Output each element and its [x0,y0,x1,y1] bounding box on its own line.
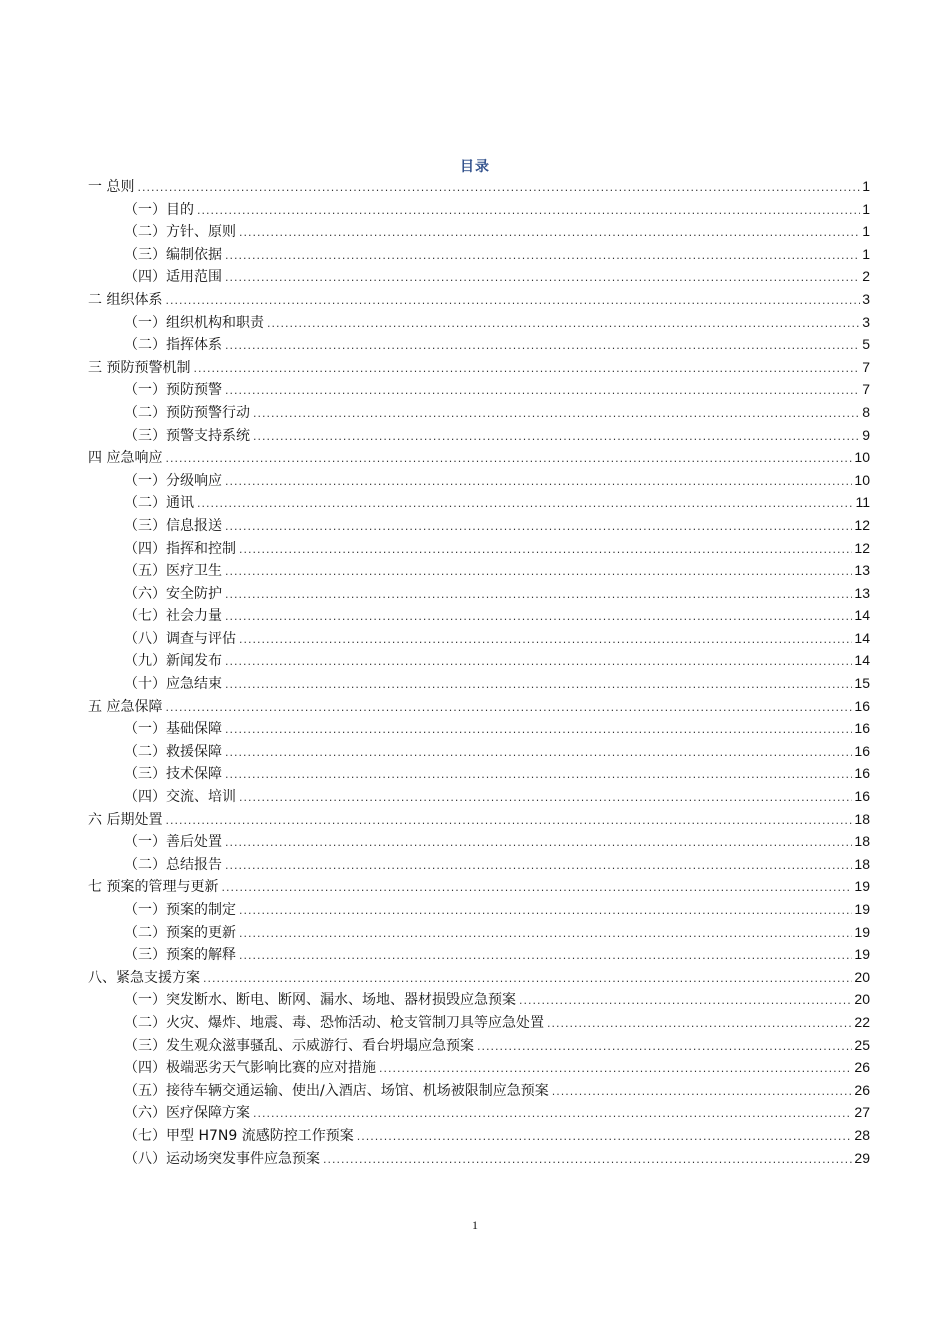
table-of-contents [88,175,870,1169]
toc-title: 目录 [460,159,490,175]
toc-entry-page: 16 [854,765,870,782]
toc-dot-leader [197,200,860,221]
toc-entry-page: 2 [862,268,870,285]
toc-dot-leader [519,990,852,1011]
toc-entry-page: 27 [854,1104,870,1121]
toc-entry-page: 12 [854,516,870,533]
toc-entry-page: 14 [854,652,870,669]
toc-entry-page: 18 [854,810,870,827]
toc-entry-label: 四 应急响应 [88,450,163,467]
toc-entry[interactable] [88,469,870,492]
toc-entry-label: （一）突发断水、断电、断网、漏水、场地、器材损毁应急预案 [124,992,516,1009]
toc-entry[interactable] [88,265,870,288]
toc-entry-label: （八）调查与评估 [124,630,236,647]
toc-entry[interactable] [88,356,870,379]
toc-entry-label: （四）交流、培训 [124,789,236,806]
toc-dot-leader [225,832,852,853]
toc-entry[interactable] [88,559,870,582]
toc-entry-label: （一）预防预警 [124,382,222,399]
toc-dot-leader [323,1149,852,1170]
toc-entry-label: （三）信息报送 [124,517,222,534]
toc-entry[interactable] [88,762,870,785]
toc-dot-leader [477,1036,852,1057]
toc-dot-leader [225,651,852,672]
toc-dot-leader [253,403,860,424]
toc-entry-page: 11 [855,494,870,511]
toc-entry-label: （六）医疗保障方案 [124,1105,250,1122]
toc-entry[interactable] [88,875,870,898]
toc-entry-label: （二）通讯 [124,495,194,512]
toc-entry[interactable] [88,243,870,266]
toc-entry[interactable] [88,288,870,311]
toc-entry[interactable] [88,401,870,424]
toc-entry-page: 1 [862,245,870,262]
toc-entry[interactable] [88,378,870,401]
toc-entry-label: （八）运动场突发事件应急预案 [124,1150,320,1167]
toc-dot-leader [225,335,860,356]
toc-entry[interactable] [88,830,870,853]
toc-dot-leader [239,539,852,560]
toc-dot-leader [239,787,852,808]
toc-entry-page: 19 [854,901,870,917]
toc-dot-leader [225,764,852,785]
toc-entry-page: 29 [854,1149,870,1166]
toc-entry-page: 8 [862,403,870,420]
toc-entry-label: （七）社会力量 [124,608,222,625]
toc-dot-leader [225,606,852,627]
toc-entry-label: （二）预防预警行动 [124,404,250,421]
toc-dot-leader [225,471,852,492]
toc-entry-page: 5 [862,336,870,353]
toc-entry-label: （六）安全防护 [124,585,222,602]
toc-dot-leader [239,900,852,921]
toc-entry[interactable] [88,1124,870,1147]
toc-entry-label: （三）技术保障 [124,766,222,783]
toc-entry-label: （二）预案的更新 [124,924,236,941]
toc-dot-leader [225,245,860,266]
toc-entry-label: （一）组织机构和职责 [124,314,264,331]
toc-dot-leader [197,493,853,514]
toc-entry[interactable] [88,175,870,198]
toc-entry-page: 13 [854,562,870,579]
toc-entry-page: 22 [854,1013,870,1030]
toc-dot-leader [165,290,860,311]
toc-entry-label: （五）医疗卫生 [124,563,222,580]
toc-entry-label: 二 组织体系 [88,291,163,308]
toc-entry-label: （二）救援保障 [124,743,222,760]
toc-entry[interactable] [88,649,870,672]
toc-entry-label: 八、紧急支援方案 [88,969,200,986]
toc-entry-label: （一）善后处置 [124,834,222,851]
toc-dot-leader [221,877,852,898]
toc-entry[interactable] [88,537,870,560]
toc-entry[interactable] [88,740,870,763]
toc-entry-label: （五）接待车辆交通运输、使出/入酒店、场馆、机场被限制应急预案 [124,1082,549,1099]
toc-entry-label: （一）基础保障 [124,721,222,738]
toc-dot-leader [225,516,852,537]
toc-dot-leader [552,1081,853,1102]
toc-entry-page: 3 [862,313,870,330]
toc-entry-page: 1 [862,223,870,240]
toc-entry-label: （三）编制依据 [124,246,222,263]
toc-entry-page: 19 [854,923,870,940]
toc-entry-page: 10 [854,471,870,488]
toc-entry-label: （一）预案的制定 [124,902,236,918]
toc-entry-page: 14 [854,607,870,624]
toc-entry[interactable] [88,966,870,989]
toc-entry[interactable] [88,898,870,921]
toc-dot-leader [165,448,852,469]
toc-dot-leader [225,561,852,582]
toc-entry-page: 19 [854,946,870,963]
toc-entry-page: 25 [854,1036,870,1053]
toc-entry[interactable] [88,672,870,695]
toc-entry-page: 16 [854,720,870,737]
toc-entry-label: 一 总则 [88,179,135,195]
toc-entry[interactable] [88,921,870,944]
toc-dot-leader [253,426,860,447]
toc-entry-label: （二）指挥体系 [124,337,222,354]
toc-dot-leader [225,674,852,695]
toc-dot-leader [225,719,852,740]
toc-entry-page: 18 [854,855,870,872]
toc-dot-leader [225,855,852,876]
toc-entry-page: 20 [854,968,870,985]
toc-entry-page: 7 [862,381,870,398]
toc-entry-page: 9 [862,426,870,443]
toc-entry-label: （一）目的 [124,201,194,218]
toc-entry-page: 3 [862,290,870,307]
toc-entry-page: 12 [854,539,870,556]
toc-entry[interactable] [88,1034,870,1057]
toc-entry-label: （十）应急结束 [124,676,222,693]
toc-entry-page: 26 [854,1059,870,1076]
toc-entry-page: 18 [854,833,870,850]
toc-entry[interactable] [88,943,870,966]
toc-entry-label: （二）方针、原则 [124,224,236,241]
page-number: 1 [472,1218,478,1232]
toc-entry[interactable] [88,311,870,334]
toc-entry-page: 16 [854,788,870,805]
toc-entry[interactable] [88,1079,870,1102]
toc-entry[interactable] [88,853,870,876]
toc-entry-page: 26 [854,1081,870,1098]
toc-dot-leader [225,584,852,605]
toc-dot-leader [225,380,860,401]
toc-entry[interactable] [88,514,870,537]
toc-dot-leader [225,267,860,288]
toc-entry[interactable] [88,695,870,718]
toc-entry-label: 七 预案的管理与更新 [88,879,219,896]
toc-dot-leader [239,945,852,966]
toc-entry-page: 1 [862,178,870,194]
toc-entry[interactable] [88,220,870,243]
toc-entry-label: 五 应急保障 [88,698,163,715]
toc-entry-label: （二）总结报告 [124,856,222,873]
toc-entry-label: （七）甲型 H7N9 流感防控工作预案 [124,1127,354,1144]
toc-entry-label: （九）新闻发布 [124,653,222,670]
toc-dot-leader [165,810,852,831]
toc-entry[interactable] [88,1101,870,1124]
toc-dot-leader [239,629,852,650]
toc-entry[interactable] [88,424,870,447]
toc-entry-page: 1 [862,200,870,217]
toc-entry-page: 15 [854,675,870,692]
toc-entry[interactable] [88,1147,870,1170]
toc-entry[interactable] [88,582,870,605]
toc-entry-label: 六 后期处置 [88,811,163,828]
toc-entry-page: 20 [854,991,870,1008]
toc-entry[interactable] [88,627,870,650]
toc-dot-leader [267,313,860,334]
toc-entry[interactable] [88,333,870,356]
toc-entry[interactable] [88,1011,870,1034]
toc-dot-leader [547,1013,852,1034]
toc-entry-page: 19 [854,878,870,895]
toc-entry[interactable] [88,198,870,221]
toc-dot-leader [193,358,860,379]
toc-entry-label: （四）指挥和控制 [124,540,236,557]
toc-entry[interactable] [88,604,870,627]
toc-entry-label: （三）预案的解释 [124,947,236,964]
toc-entry-page: 14 [854,629,870,646]
toc-entry-page: 13 [854,584,870,601]
toc-entry[interactable] [88,717,870,740]
toc-entry[interactable] [88,808,870,831]
toc-dot-leader [239,923,852,944]
toc-dot-leader [137,177,860,198]
toc-dot-leader [379,1058,852,1079]
toc-entry[interactable] [88,1056,870,1079]
toc-entry-label: （三）发生观众滋事骚乱、示威游行、看台坍塌应急预案 [124,1037,474,1054]
toc-dot-leader [165,697,852,718]
toc-entry-label: （三）预警支持系统 [124,427,250,444]
toc-entry[interactable] [88,785,870,808]
toc-entry-label: （四）极端恶劣天气影响比赛的应对措施 [124,1060,376,1077]
toc-entry-label: （二）火灾、爆炸、地震、毒、恐怖活动、枪支管制刀具等应急处置 [124,1014,544,1031]
toc-entry[interactable] [88,446,870,469]
toc-entry-page: 7 [862,358,870,375]
toc-entry-page: 28 [854,1126,870,1143]
toc-dot-leader [357,1126,853,1147]
toc-dot-leader [203,968,852,989]
toc-dot-leader [253,1103,852,1124]
toc-entry-label: 三 预防预警机制 [88,359,191,376]
toc-dot-leader [239,222,860,243]
toc-entry-page: 16 [854,697,870,714]
toc-dot-leader [225,742,852,763]
toc-entry-page: 16 [854,742,870,759]
toc-entry-page: 10 [854,449,870,466]
toc-entry[interactable] [88,988,870,1011]
toc-entry[interactable] [88,491,870,514]
toc-entry-label: （四）适用范围 [124,269,222,286]
toc-entry-label: （一）分级响应 [124,472,222,489]
